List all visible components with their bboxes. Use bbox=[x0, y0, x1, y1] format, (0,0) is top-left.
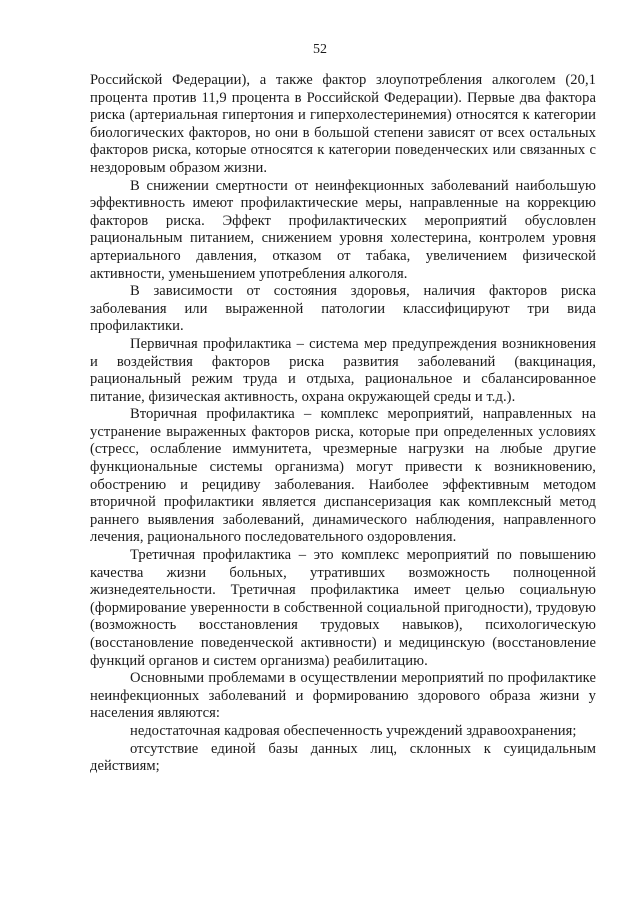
paragraph-prevention-types: В зависимости от состояния здоровья, наличия факторов риска заболевания или выраженной патологии классифицируют три вида профилактики. bbox=[90, 283, 596, 335]
paragraph-main-problems: Основными проблемами в осуществлении мероприятий по профилактике неинфекционных заболеваний и формированию здорового образа жизни у населения являются: bbox=[90, 670, 596, 722]
list-item-database: отсутствие единой базы данных лиц, склонных к суицидальным действиям; bbox=[90, 740, 596, 775]
list-item-staffing: недостаточная кадровая обеспеченность учреждений здравоохранения; bbox=[130, 722, 577, 739]
paragraph-secondary-prevention: Вторичная профилактика – комплекс мероприятий, направленных на устранение выраженных факторов риска, которые при определенных условиях (стресс, ослабление иммунитета, чрезмерные нагрузки на любые другие функциональные системы организма) могут привести к возникновению, обострению и рецидиву заболевания. Наиболее эффективным методом вторичной профилактики является диспансеризация как комплексный метод раннего выявления заболеваний, динамического наблюдения, направленного лечения, рационального последовательного оздоровления. bbox=[90, 406, 596, 546]
paragraph-primary-prevention: Первичная профилактика – система мер предупреждения возникновения и воздействия факторов риска развития заболеваний (вакцинация, рациональный режим труда и отдыха, рациональное и сбалансированное питание, физическая активность, охрана окружающей среды и т.д.). bbox=[90, 335, 596, 405]
body-text bbox=[90, 72, 596, 776]
paragraph-tertiary-prevention: Третичная профилактика – это комплекс мероприятий по повышению качества жизни больных, утративших возможность полноценной жизнедеятельности. Третичная профилактика имеет целью социальную (формирование уверенности в собственной социальной пригодности), трудовую (возможность восстановления трудовых навыков), психологическую (восстановление поведенческой активности) и медицинскую (восстановление функций органов и систем организма) реабилитацию. bbox=[90, 547, 596, 669]
paragraph-continuation: Российской Федерации), а также фактор злоупотребления алкоголем (20,1 процента против 11,9 процента в Российской Федерации). Первые два фактора риска (артериальная гипертония и гиперхолестеринемия) относятся к категории биологических факторов, но они в большой степени зависят от всех остальных факторов риска, которые относятся к категории поведенческих или связанных с нездоровым образом жизни. bbox=[90, 72, 596, 176]
page-number: 52 bbox=[313, 42, 327, 57]
paragraph-mortality-reduction: В снижении смертности от неинфекционных заболеваний наибольшую эффективность имеют профилактические меры, направленные на коррекцию факторов риска. Эффект профилактических мероприятий обусловлен рациональным питанием, снижением уровня холестерина, контролем уровня артериального давления, отказом от табака, увеличением физической активности, уменьшением употребления алкоголя. bbox=[90, 177, 596, 282]
